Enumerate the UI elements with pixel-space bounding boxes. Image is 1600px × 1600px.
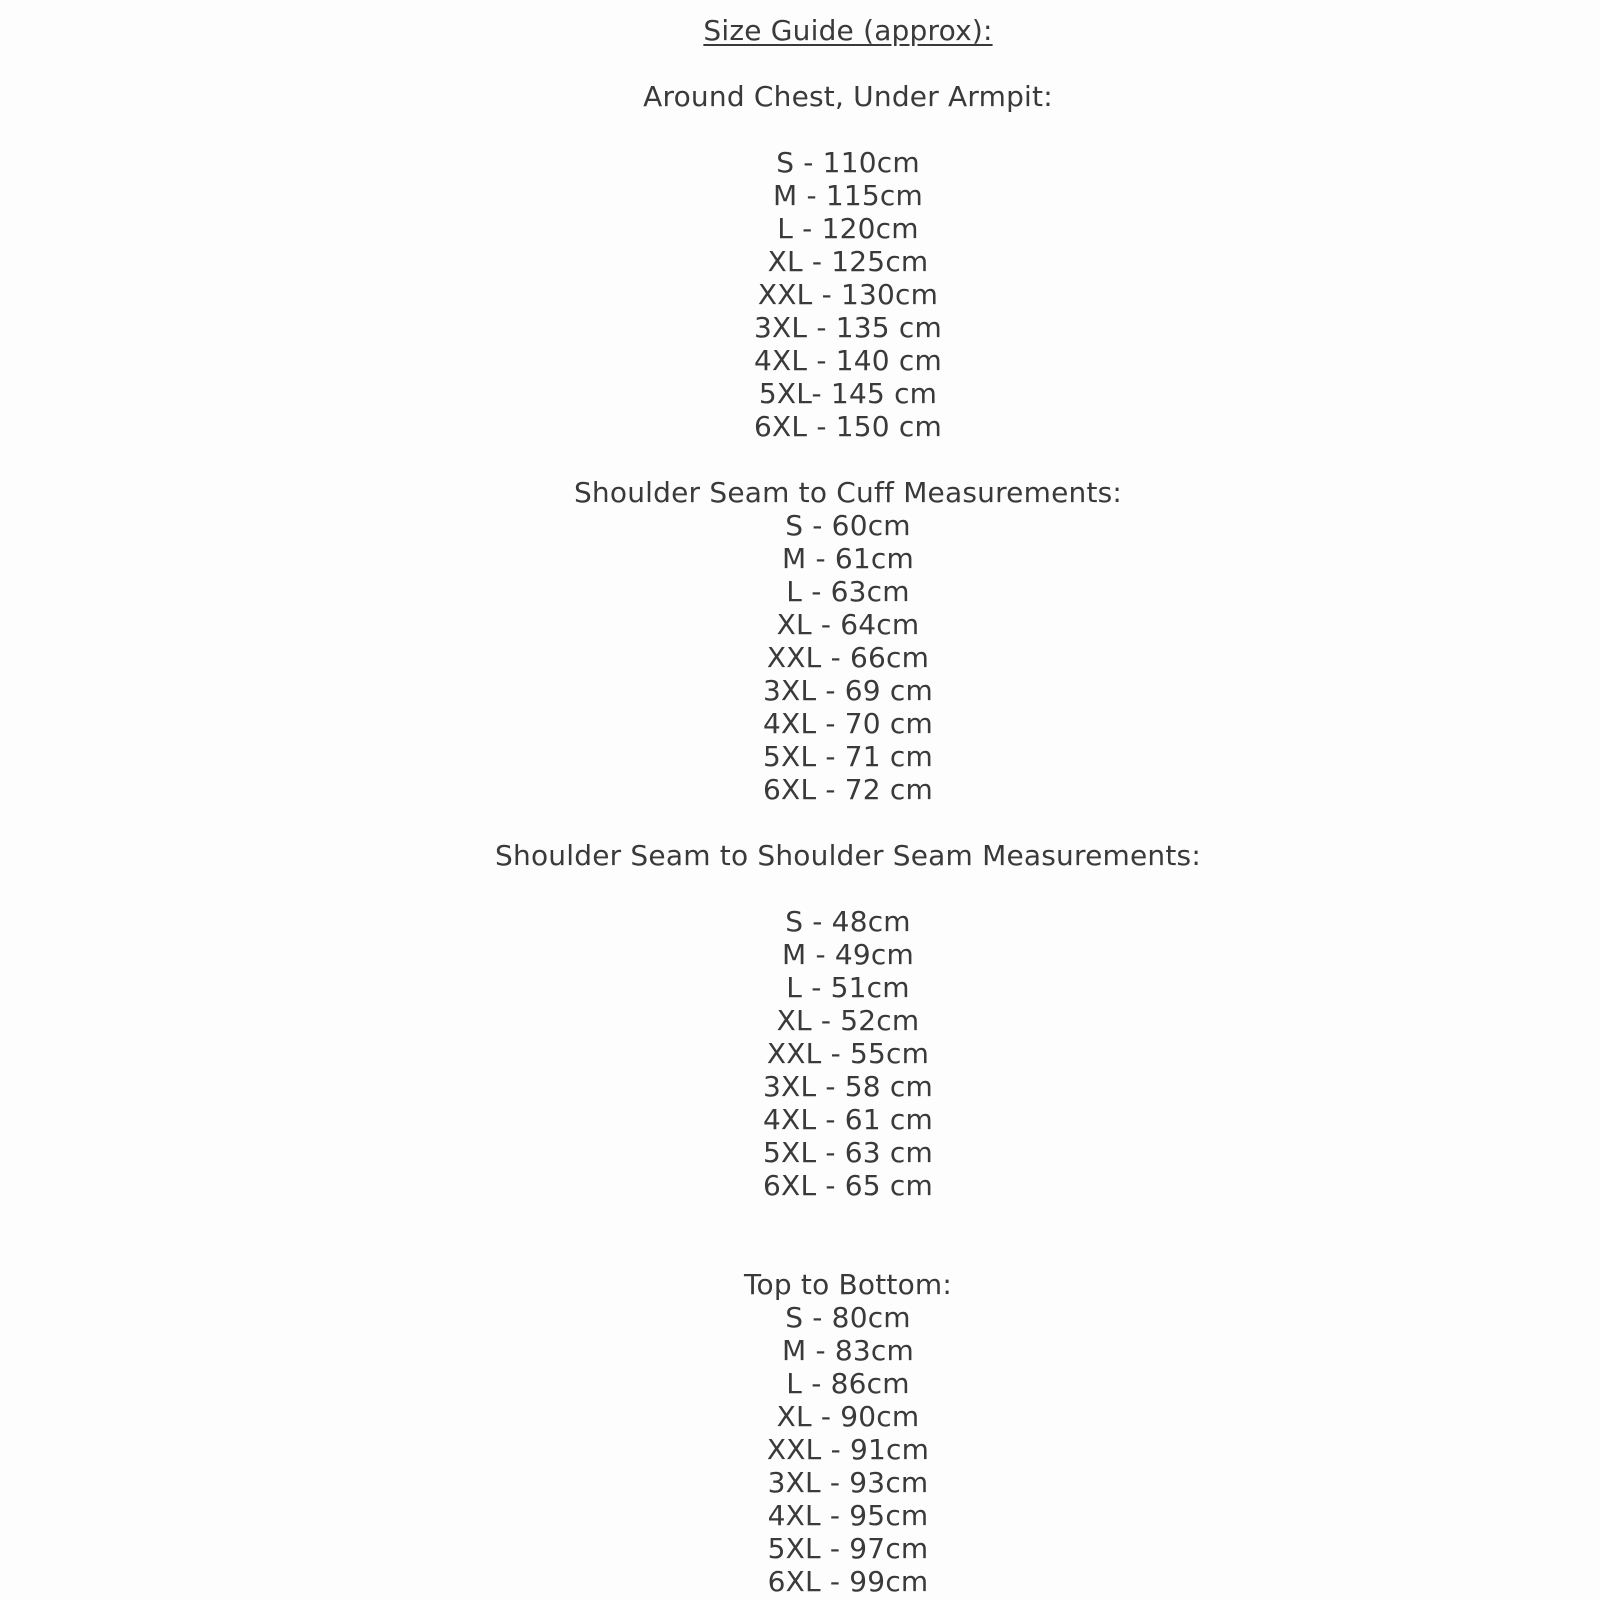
size-row: XL - 52cm xyxy=(776,1004,920,1037)
size-row: 5XL - 97cm xyxy=(767,1532,929,1565)
section-top-to-bottom xyxy=(96,1268,1600,1598)
section-shoulder-to-shoulder xyxy=(96,839,1600,1202)
section-heading-around-chest: Around Chest, Under Armpit: xyxy=(643,80,1053,113)
page-title xyxy=(96,14,1600,47)
size-row: 4XL - 95cm xyxy=(767,1499,929,1532)
size-row: 6XL - 150 cm xyxy=(754,410,942,443)
size-list-around-chest xyxy=(96,146,1600,443)
size-row: XL - 125cm xyxy=(767,245,929,278)
section-around-chest xyxy=(96,80,1600,443)
size-row: 4XL - 61 cm xyxy=(763,1103,933,1136)
size-row: 4XL - 70 cm xyxy=(763,707,933,740)
size-row: 3XL - 69 cm xyxy=(763,674,933,707)
size-list-shoulder-to-shoulder xyxy=(96,905,1600,1202)
size-row: L - 63cm xyxy=(786,575,910,608)
size-row: 5XL - 71 cm xyxy=(763,740,933,773)
size-row: M - 49cm xyxy=(782,938,914,971)
size-row: XXL - 130cm xyxy=(757,278,939,311)
page-title-text: Size Guide (approx): xyxy=(703,14,993,47)
size-row: 3XL - 135 cm xyxy=(754,311,942,344)
size-row: S - 60cm xyxy=(785,509,911,542)
size-row: 4XL - 140 cm xyxy=(754,344,942,377)
size-row: S - 80cm xyxy=(785,1301,911,1334)
size-row: XXL - 66cm xyxy=(766,641,930,674)
size-row: XXL - 55cm xyxy=(766,1037,930,1070)
size-row: 5XL - 63 cm xyxy=(763,1136,933,1169)
size-row: M - 83cm xyxy=(782,1334,914,1367)
size-row: L - 120cm xyxy=(777,212,919,245)
size-row: M - 61cm xyxy=(782,542,914,575)
section-shoulder-to-cuff xyxy=(96,476,1600,806)
size-list-top-to-bottom xyxy=(96,1301,1600,1598)
size-row: L - 51cm xyxy=(786,971,910,1004)
size-row: XL - 90cm xyxy=(776,1400,920,1433)
size-row: 6XL - 72 cm xyxy=(763,773,933,806)
size-row: 6XL - 99cm xyxy=(767,1565,929,1598)
size-row: 3XL - 93cm xyxy=(767,1466,929,1499)
size-list-shoulder-to-cuff xyxy=(96,509,1600,806)
size-row: 3XL - 58 cm xyxy=(763,1070,933,1103)
size-row: S - 48cm xyxy=(785,905,911,938)
size-row: M - 115cm xyxy=(773,179,923,212)
size-row: XXL - 91cm xyxy=(766,1433,930,1466)
section-heading-top-to-bottom: Top to Bottom: xyxy=(743,1268,953,1301)
size-row: 5XL- 145 cm xyxy=(758,377,938,410)
size-row: XL - 64cm xyxy=(776,608,920,641)
size-row: S - 110cm xyxy=(776,146,920,179)
size-row: 6XL - 65 cm xyxy=(763,1169,933,1202)
section-heading-shoulder-to-shoulder: Shoulder Seam to Shoulder Seam Measurements: xyxy=(495,839,1201,872)
size-row: L - 86cm xyxy=(786,1367,910,1400)
section-heading-shoulder-to-cuff: Shoulder Seam to Cuff Measurements: xyxy=(573,476,1123,509)
